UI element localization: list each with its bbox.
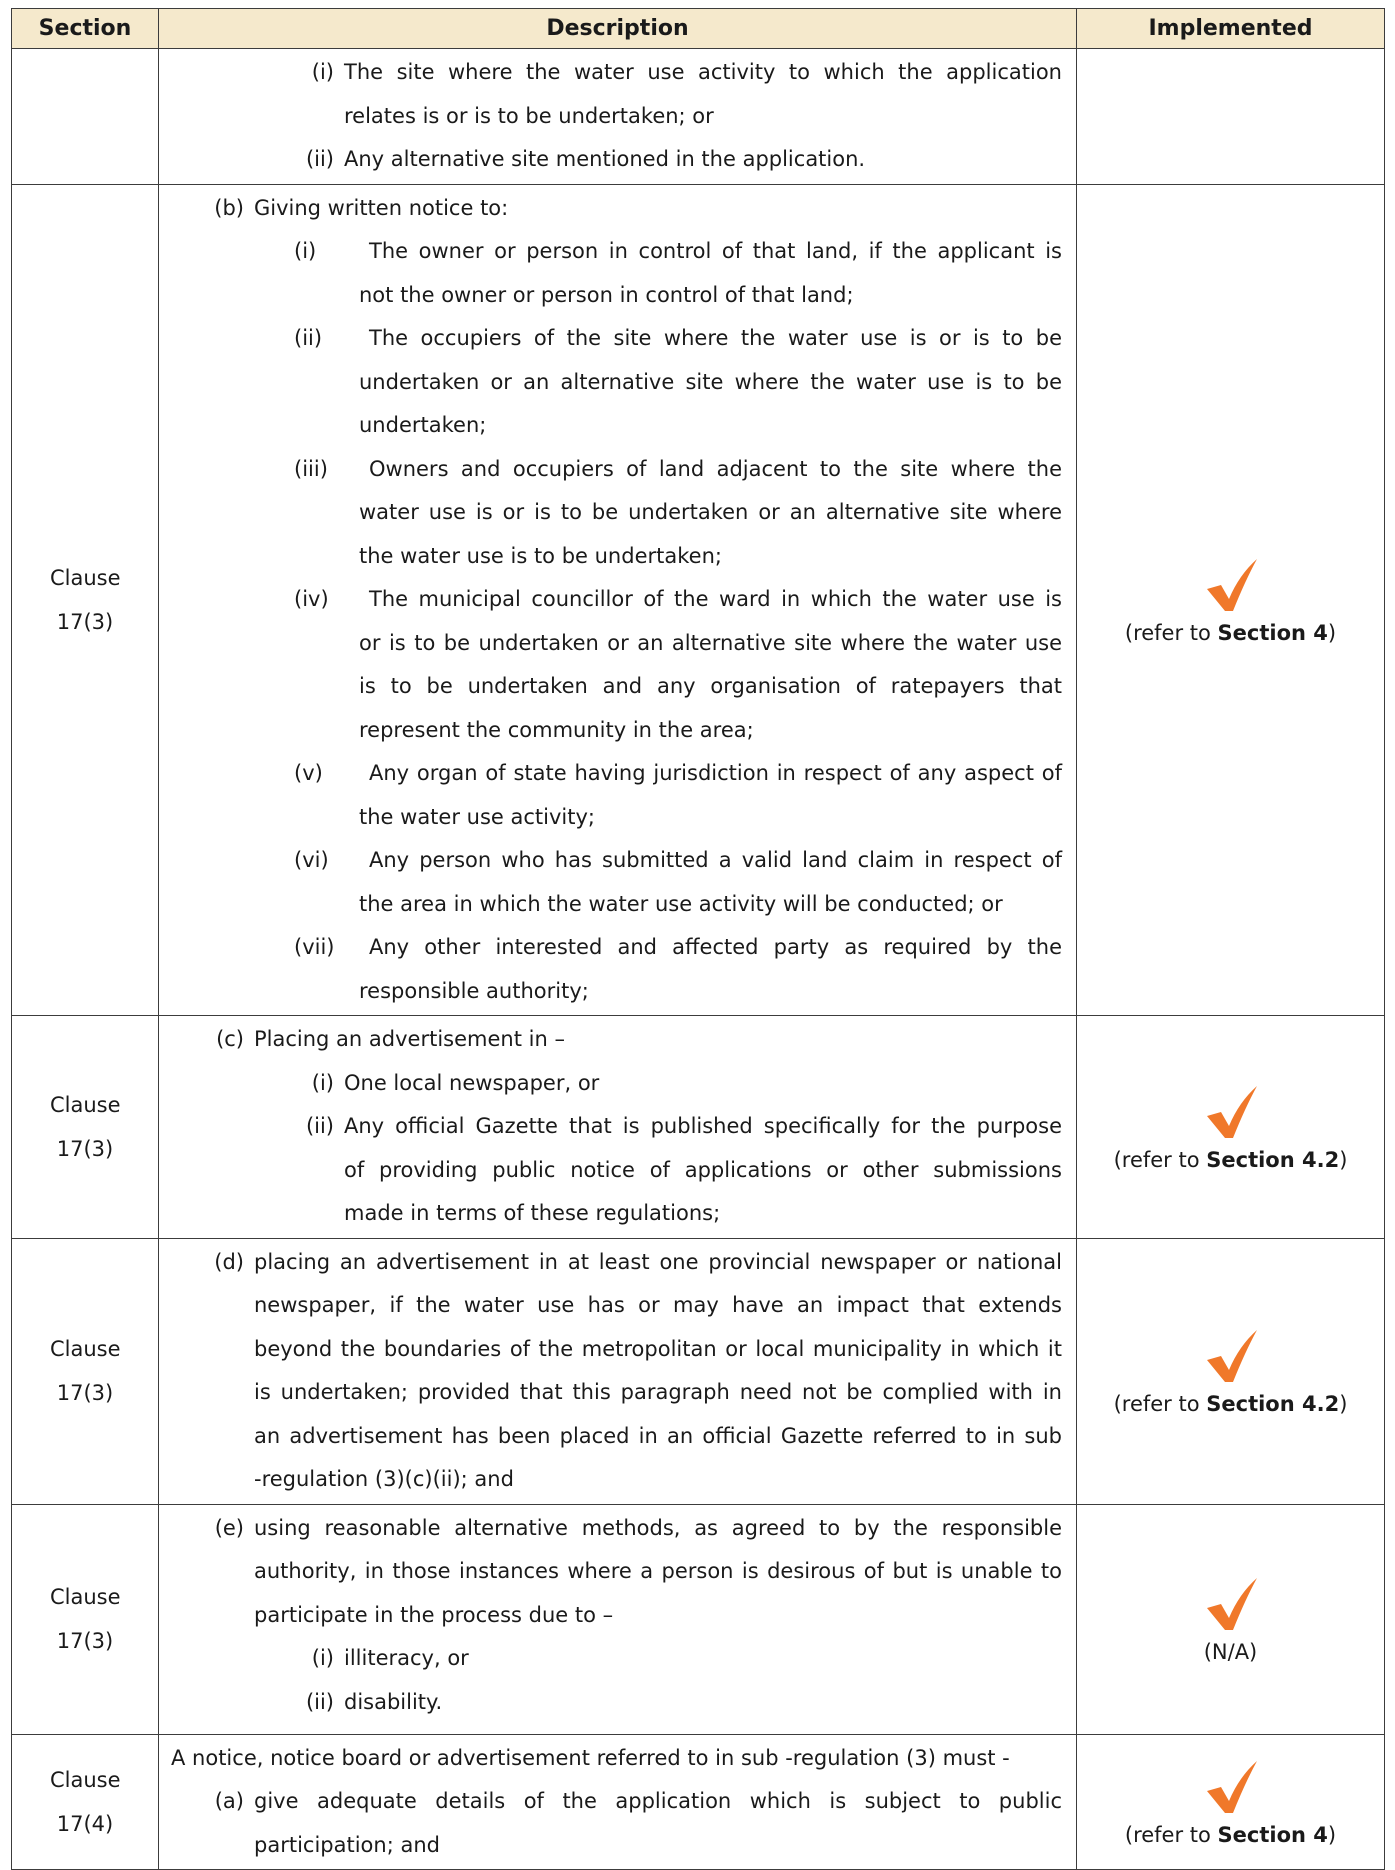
implemented-cell [1077, 1016, 1385, 1239]
list-lead: (c) Placing an advertisement in – [216, 1027, 565, 1051]
implemented-cell [1077, 184, 1385, 1016]
table-row [12, 49, 1385, 185]
table-row [12, 1016, 1385, 1239]
description-cell: (i) The site where the water use activity to which the application relates is or is to be undertaken; or (ii) Any alternative site mentioned in the application. [159, 49, 1077, 185]
description-cell: (d) placing an advertisement in at least one provincial newspaper or national newspaper, if the water use has or may have an impact that extends beyond the boundaries of the metropolitan or local municipality in which it is undertaken; provided that this paragraph need not be complied with in an advertisement has been placed in an official Gazette referred to in sub -regulation (3)(c)(ii); and [159, 1238, 1077, 1504]
implemented-reference: (N/A) [1203, 1640, 1258, 1664]
section-cell: Clause 17(4) [12, 1734, 159, 1870]
list-item: (ii) Any alternative site mentioned in the application. [305, 147, 866, 171]
orange-checkmark-icon [1201, 555, 1261, 615]
implemented-reference: (refer to Section 4.2) [1113, 1392, 1348, 1416]
regulation-compliance-table-page [11, 8, 1384, 1870]
table-row [12, 1238, 1385, 1504]
implemented-cell [1077, 1238, 1385, 1504]
header-description: Description [159, 9, 1077, 49]
description-cell: (c) Placing an advertisement in – (i) One local newspaper, or (ii) Any official Gazette that is published specifically for the purpose of providing public notice of applications or other submissions made in terms of these regulations; [159, 1016, 1077, 1239]
orange-checkmark-icon [1201, 1326, 1261, 1386]
implemented-reference: (refer to Section 4) [1124, 1822, 1337, 1847]
header-section: Section [12, 9, 159, 49]
section-cell: Clause 17(3) [12, 1016, 159, 1239]
implemented-cell [1077, 1504, 1385, 1734]
list-lead: (b) Giving written notice to: [214, 195, 509, 220]
list-item: (i) The site where the water use activity to which the application [311, 60, 1062, 84]
implemented-cell [1077, 49, 1385, 185]
implemented-reference: (refer to Section 4.2) [1113, 1147, 1348, 1172]
implemented-cell [1077, 1734, 1385, 1870]
description-cell: (b) Giving written notice to: (i) The owner or person in control of that land, if the applicant is not the owner or person in control of that land; (ii) The occupiers of the site where the water use is or is to be undertaken or an alternative site where the water use is to be undertaken; (iii) Owners and occupiers of land adjacent to the site where the water use is or is to be undertaken or an alternative site where the water use is to be undertaken; (iv) The municipal councillor of the ward in which the water use is or is to be undertaken or an alternative site where the water use is to be undertaken and any organisation of ratepayers that represent the community in the area; (v) Any organ of state having jurisdiction in respect of any aspect of the water use activity; (vi) Any person who has submitted a valid land claim in respect of the area in which the water use activity will be conducted; or (vii) Any other interested and affected party as required by the responsible authority; [159, 184, 1077, 1016]
table-row [12, 184, 1385, 1016]
compliance-table [11, 8, 1385, 1870]
section-cell [12, 49, 159, 185]
intro-text: A notice, notice board or advertisement referred to in sub -regulation (3) must - [171, 1745, 1010, 1770]
orange-checkmark-icon [1201, 1574, 1261, 1634]
table-row [12, 1734, 1385, 1870]
implemented-reference: (refer to Section 4) [1124, 620, 1337, 645]
section-cell: Clause 17(3) [12, 1504, 159, 1734]
description-cell: A notice, notice board or advertisement referred to in sub -regulation (3) must - (a) give adequate details of the application which is subject to public participation; and [159, 1734, 1077, 1870]
table-header-row [12, 9, 1385, 49]
orange-checkmark-icon [1201, 1757, 1261, 1817]
table-row [12, 1504, 1385, 1734]
description-cell: (e) using reasonable alternative methods, as agreed to by the responsible authority, in those instances where a person is desirous of but is unable to participate in the process due to – (i) illiteracy, or (ii) disability. [159, 1504, 1077, 1734]
orange-checkmark-icon [1201, 1082, 1261, 1142]
section-cell: Clause 17(3) [12, 1238, 159, 1504]
header-implemented: Implemented [1077, 9, 1385, 49]
section-cell: Clause 17(3) [12, 184, 159, 1016]
